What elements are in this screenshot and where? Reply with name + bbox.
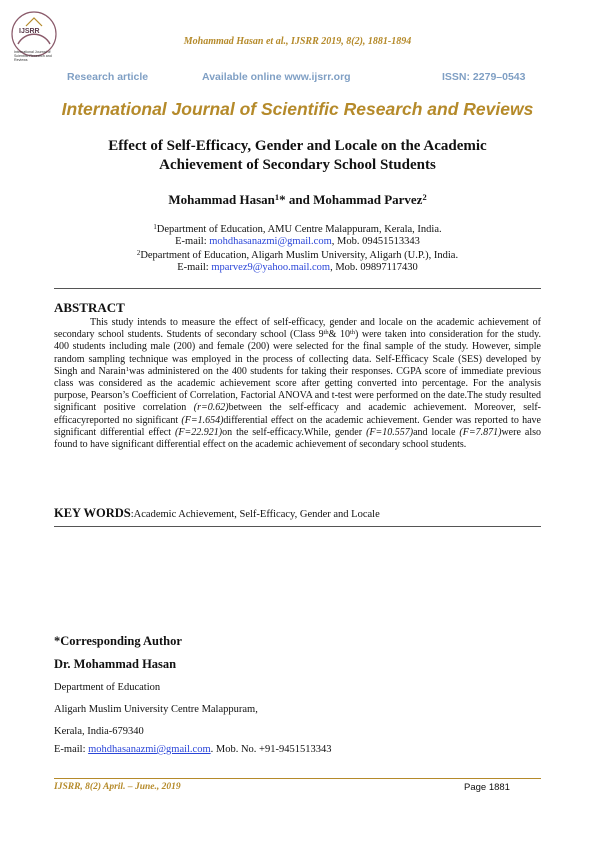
footer-citation: IJSRR, 8(2) April. – June., 2019	[54, 782, 181, 792]
author-list: Mohammad Hasan$^1$* and Mohammad Parvez$^2$	[168, 192, 427, 207]
online-availability: Available online www.ijsrr.org	[202, 71, 351, 83]
corresponding-heading: *Corresponding Author	[54, 634, 182, 648]
corresponding-univ: Aligarh Muslim University Centre Malappuram,	[54, 704, 258, 715]
logo-acronym: IJSRR	[19, 28, 40, 35]
abstract-text: This study intends to measure the effect of self-efficacy, gender and locale on the academic achievement of secondary school students. Students of secondary school (Class 9th& 10th) were taken into consideration for the study. 400 students including male (200) and female (200) were selected for the final sample of the study. However, simple random sampling technique was employed in the process of collecting data. Self-Efficacy Scale (SES) developed by Singh and Narain$^1$was administered on the 400 students for taking their responses. CGPA score of immediate previous class was considered as the academic achievement score after getting converted into percentage. For the analysis purpose, Pearson’s Coefficient of Correlation, Factorial ANOVA and t-test were performed on the date.The study resulted significant positive correlation (r=0.62)between the self-efficacy and academic achievement. Moreover, self-efficacyreported no significant (F=1.654)differential effect on the academic achievement. Gender was reported to have significant differential effect (F=22.921)on the self-efficacy.While, gender (F=10.557)and locale (F=7.871)were also found to have significant differential effect on the academic achievement of secondary school students.	[54, 317, 542, 451]
author-name: Mohammad Parvez	[313, 192, 423, 207]
abstract-heading: ABSTRACT	[54, 300, 125, 315]
info-bar	[0, 71, 595, 85]
footer-divider	[54, 778, 541, 779]
email-link[interactable]: mohdhasanazmi@gmail.com	[209, 236, 332, 247]
keywords-label: KEY WORDS	[54, 506, 131, 520]
affiliation-2: $^2$Department of Education, Aligarh Muslim University, Aligarh (U.P.), India. E-mail: mparvez9@yahoo.mail.com, Mob. 09897117430	[136, 249, 459, 273]
paper-title: Effect of Self-Efficacy, Gender and Locale on the Academic Achievement of Secondary School Students	[108, 138, 487, 173]
email-link[interactable]: mparvez9@yahoo.mail.com	[211, 262, 331, 273]
journal-title: International Journal of Scientific Research and Reviews	[61, 99, 534, 119]
issn: ISSN: 2279–0543	[442, 71, 526, 83]
author-name: Mohammad Hasan	[168, 192, 275, 207]
page-number: Page 1881	[464, 782, 510, 793]
email-link[interactable]: mohdhasanazmi@gmail.com	[88, 744, 211, 755]
affiliation-1: $^1$Department of Education, AMU Centre Malappuram, Kerala, India. E-mail: mohdhasanazmi@gmail.com, Mob. 09451513343	[153, 223, 442, 247]
article-type: Research article	[67, 71, 149, 83]
corresponding-name: Dr. Mohammad Hasan	[54, 657, 177, 671]
divider	[54, 526, 541, 527]
logo-caption: International Journal of Scientific Research and Reviews	[14, 50, 52, 63]
corresponding-place: Kerala, India-679340	[54, 726, 144, 737]
corresponding-contact: E-mail: mohdhasanazmi@gmail.com. Mob. No. +91-9451513343	[54, 744, 332, 755]
running-head: Mohammad Hasan et al., IJSRR 2019, 8(2), 1881-1894	[183, 36, 412, 47]
corresponding-dept: Department of Education	[54, 682, 161, 693]
divider	[54, 288, 541, 289]
keywords: KEY WORDS:Academic Achievement, Self-Efficacy, Gender and Locale	[54, 506, 380, 520]
